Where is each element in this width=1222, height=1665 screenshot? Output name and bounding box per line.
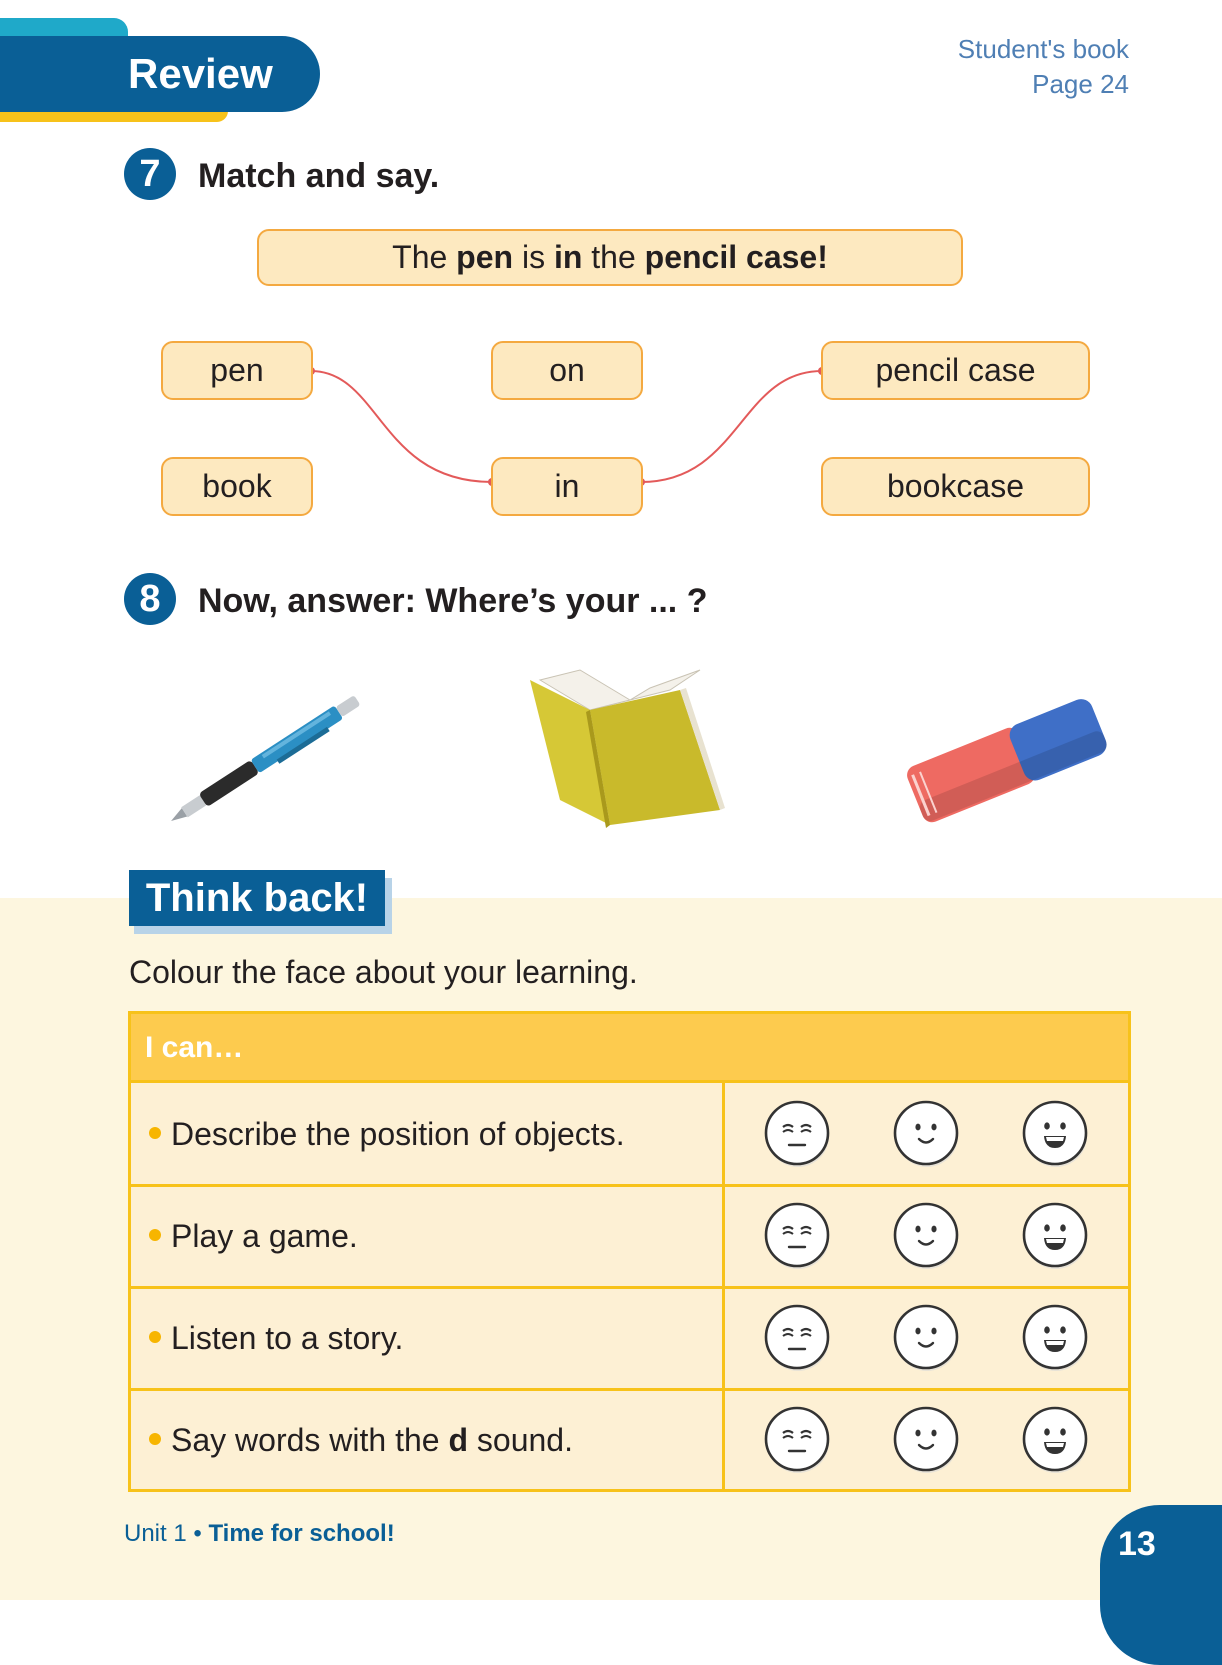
footer-unit-number: Unit 1 • xyxy=(124,1520,209,1547)
happy-face-icon[interactable] xyxy=(892,1301,960,1373)
think-back-label: Think back! xyxy=(129,870,385,926)
exercise-7-heading: Match and say. xyxy=(198,157,440,195)
bullet-icon xyxy=(149,1433,161,1445)
word-box-book[interactable]: book xyxy=(161,457,313,516)
can-do-text-bold: d xyxy=(448,1422,468,1458)
table-row xyxy=(131,1184,1128,1286)
very-happy-face-icon[interactable] xyxy=(1021,1199,1089,1271)
very-happy-face-icon[interactable] xyxy=(1021,1403,1089,1475)
match-line-in-pencil-case xyxy=(641,371,822,482)
page-title: Review xyxy=(128,50,273,97)
can-do-statement xyxy=(149,1420,573,1460)
word-box-pencil-case[interactable]: pencil case xyxy=(821,341,1090,400)
unsure-face-icon[interactable] xyxy=(763,1301,831,1373)
sentence-part: the xyxy=(582,239,645,275)
word-box-on[interactable]: on xyxy=(491,341,643,400)
can-do-text: Say words with the xyxy=(171,1422,449,1458)
sentence-part: The xyxy=(392,239,457,275)
can-do-statement xyxy=(149,1114,625,1154)
sentence-word-pen: pen xyxy=(456,239,514,275)
exercise-8-heading: Now, answer: Where’s your ... ? xyxy=(198,582,708,620)
unsure-face-icon[interactable] xyxy=(763,1097,831,1169)
self-assessment-table xyxy=(128,1011,1131,1492)
bullet-icon xyxy=(149,1229,161,1241)
bullet-icon xyxy=(149,1331,161,1343)
can-do-statement xyxy=(149,1318,403,1358)
can-do-text: Listen to a story. xyxy=(171,1320,404,1356)
think-back-instruction: Colour the face about your learning. xyxy=(129,954,638,990)
book-image xyxy=(520,660,760,840)
very-happy-face-icon[interactable] xyxy=(1021,1097,1089,1169)
sentence-part: is xyxy=(513,239,554,275)
match-line-pen-in xyxy=(311,371,492,482)
book-reference-page: Page 24 xyxy=(1032,69,1129,99)
page-number: 13 xyxy=(1118,1525,1156,1563)
table-header-text: I can… xyxy=(145,1031,244,1064)
pen-image xyxy=(145,670,385,850)
footer-unit xyxy=(124,1518,395,1550)
happy-face-icon[interactable] xyxy=(892,1097,960,1169)
happy-face-icon[interactable] xyxy=(892,1403,960,1475)
sentence-word-in: in xyxy=(553,239,583,275)
book-reference-label: Student's book xyxy=(957,34,1129,64)
can-do-text: Play a game. xyxy=(171,1218,358,1254)
can-do-statement xyxy=(149,1216,358,1256)
unsure-face-icon[interactable] xyxy=(763,1403,831,1475)
very-happy-face-icon[interactable] xyxy=(1021,1301,1089,1373)
can-do-text: Describe the position of objects. xyxy=(171,1116,625,1152)
eraser-image xyxy=(888,670,1128,850)
table-row xyxy=(131,1388,1128,1490)
word-box-in[interactable]: in xyxy=(491,457,643,516)
unsure-face-icon[interactable] xyxy=(763,1199,831,1271)
word-box-pen[interactable]: pen xyxy=(161,341,313,400)
table-header xyxy=(131,1014,1128,1083)
sentence-word-pencil-case: pencil case! xyxy=(644,239,828,275)
table-row xyxy=(131,1083,1128,1185)
table-row xyxy=(131,1286,1128,1388)
word-box-bookcase[interactable]: bookcase xyxy=(821,457,1090,516)
exercise-8-number: 8 xyxy=(124,573,176,625)
happy-face-icon[interactable] xyxy=(892,1199,960,1271)
can-do-text: sound. xyxy=(468,1422,573,1458)
footer-unit-title: Time for school! xyxy=(208,1520,395,1547)
exercise-7-number: 7 xyxy=(124,148,176,200)
bullet-icon xyxy=(149,1127,161,1139)
